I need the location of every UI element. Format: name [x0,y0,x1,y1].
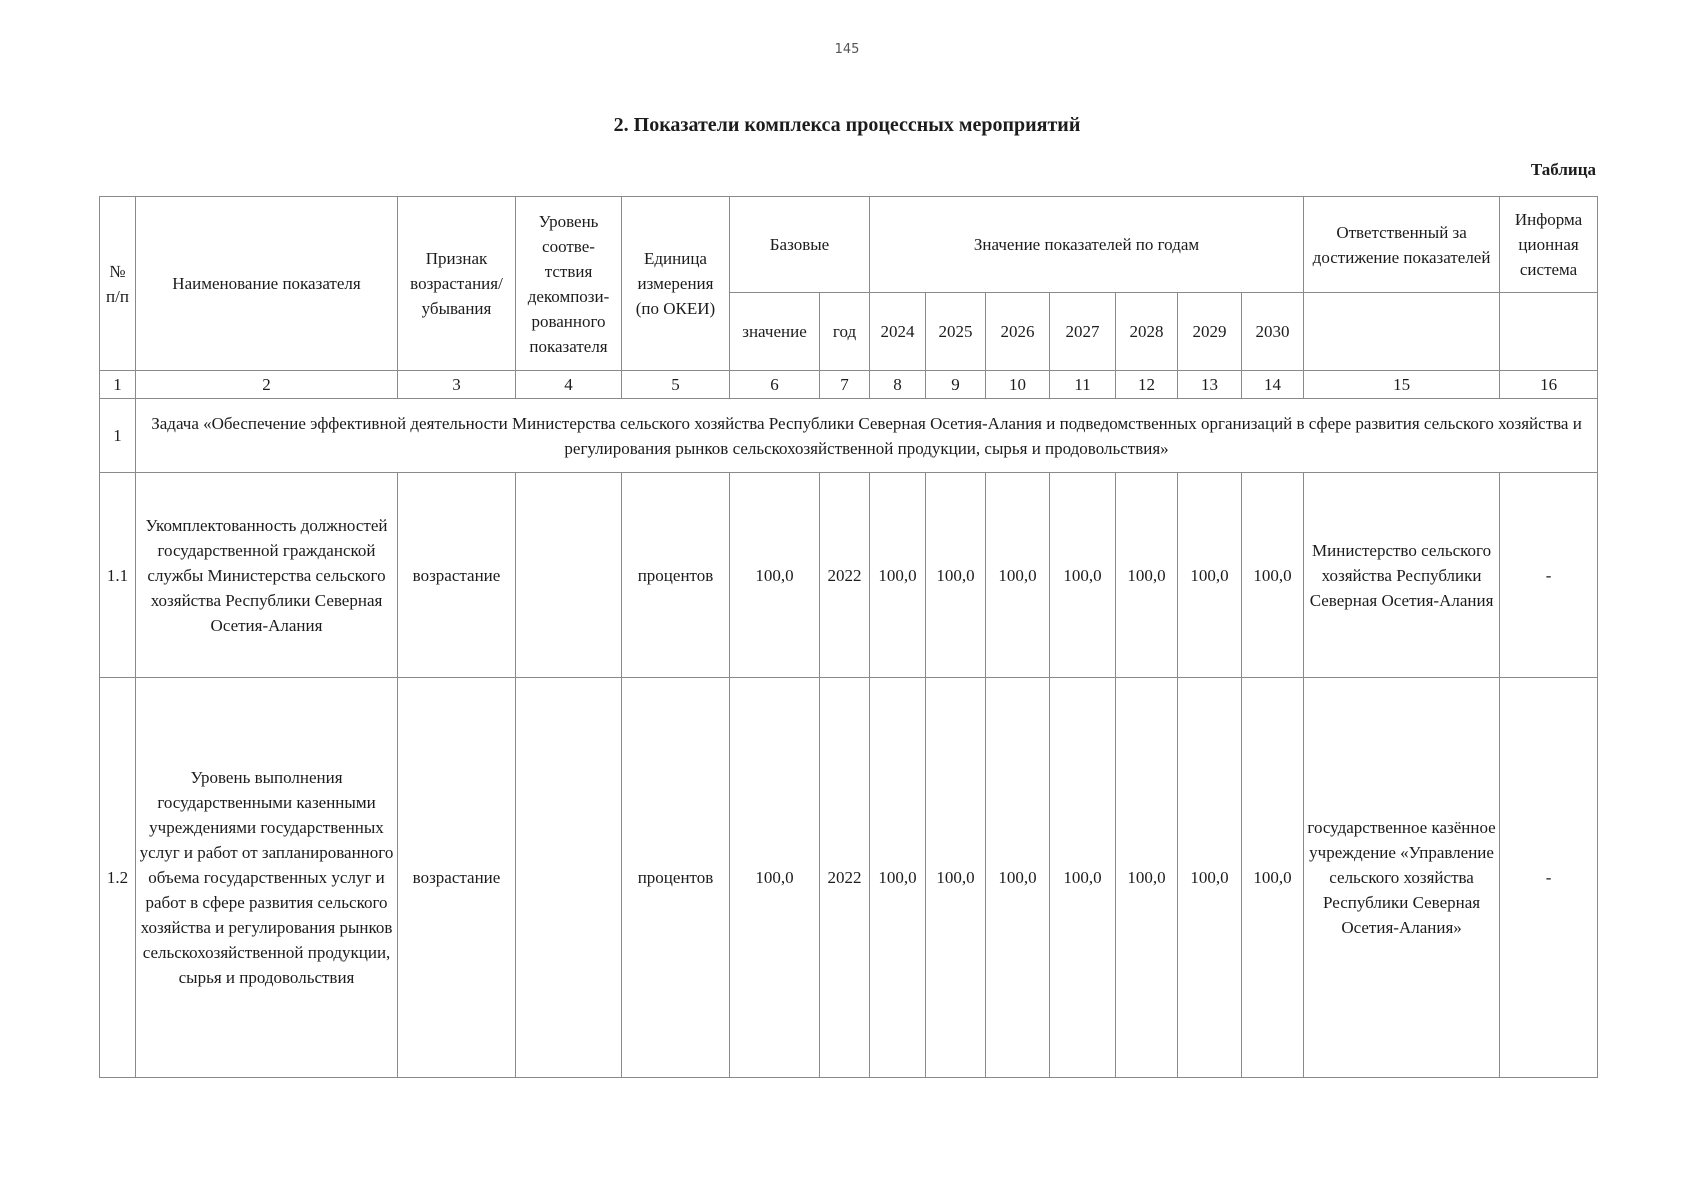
header-sign: Признак возрастания/ убывания [398,197,516,371]
column-number: 4 [516,371,622,399]
column-number: 8 [870,371,926,399]
year-value: 100,0 [870,473,926,678]
year-value: 100,0 [870,678,926,1078]
column-number: 9 [926,371,986,399]
header-years-group: Значение показателей по годам [870,197,1304,293]
column-number: 12 [1116,371,1178,399]
header-level: Уровень соотве-тствия декомпози-рованного показателя [516,197,622,371]
info-system: - [1500,678,1598,1078]
header-responsible: Ответственный за достижение показателей [1304,197,1500,293]
task-row [100,399,1598,473]
indicator-unit: процентов [622,678,730,1078]
header-base-year: год [820,293,870,371]
header-year: 2025 [926,293,986,371]
base-year: 2022 [820,678,870,1078]
header-year: 2027 [1050,293,1116,371]
indicators-table [99,196,1598,1078]
year-value: 100,0 [1116,678,1178,1078]
column-number: 7 [820,371,870,399]
task-text: Задача «Обеспечение эффективной деятельности Министерства сельского хозяйства Республики Северная Осетия-Алания и подведомственных организаций в сфере развития сельского хозяйства и регулирования рынков сельскохозяйственной продукции, сырья и продовольствия» [136,399,1598,473]
indicator-unit: процентов [622,473,730,678]
indicator-sign: возрастание [398,678,516,1078]
info-system: - [1500,473,1598,678]
document-title: 2. Показатели комплекса процессных мероприятий [613,114,1081,136]
column-number: 2 [136,371,398,399]
column-number: 10 [986,371,1050,399]
base-year: 2022 [820,473,870,678]
header-base-value: значение [730,293,820,371]
indicator-level [516,473,622,678]
column-number: 14 [1242,371,1304,399]
year-value: 100,0 [986,678,1050,1078]
year-value: 100,0 [926,678,986,1078]
year-value: 100,0 [1242,473,1304,678]
year-value: 100,0 [1050,678,1116,1078]
column-number: 16 [1500,371,1598,399]
header-year: 2028 [1116,293,1178,371]
responsible: государственное казённое учреждение «Управление сельского хозяйства Республики Северная Осетия-Алания» [1304,678,1500,1078]
header-year: 2024 [870,293,926,371]
indicator-name: Укомплектованность должностей государственной гражданской службы Министерства сельского хозяйства Республики Северная Осетия-Алания [136,473,398,678]
column-number: 11 [1050,371,1116,399]
column-number: 13 [1178,371,1242,399]
year-value: 100,0 [1242,678,1304,1078]
header-year: 2030 [1242,293,1304,371]
header-base: Базовые [730,197,870,293]
header-num: № п/п [100,197,136,371]
table-row [100,678,1598,1078]
year-value: 100,0 [1178,678,1242,1078]
column-number: 15 [1304,371,1500,399]
indicator-name: Уровень выполнения государственными казенными учреждениями государственных услуг и работ от запланированного объема государственных услуг и работ в сфере развития сельского хозяйства и регулирования рынков сельскохозяйственной продукции, сырья и продовольствия [136,678,398,1078]
column-numbers-row [100,371,1598,399]
base-value: 100,0 [730,678,820,1078]
year-value: 100,0 [1050,473,1116,678]
year-value: 100,0 [986,473,1050,678]
table-row [100,473,1598,678]
column-number: 6 [730,371,820,399]
task-num: 1 [100,399,136,473]
base-value: 100,0 [730,473,820,678]
column-number: 5 [622,371,730,399]
row-num: 1.2 [100,678,136,1078]
responsible: Министерство сельского хозяйства Республики Северная Осетия-Алания [1304,473,1500,678]
column-number: 3 [398,371,516,399]
indicator-level [516,678,622,1078]
table-label: Таблица [1530,160,1596,179]
header-unit: Единица измерения (по ОКЕИ) [622,197,730,371]
year-value: 100,0 [926,473,986,678]
header-year: 2029 [1178,293,1242,371]
header-info-system-empty [1500,293,1598,371]
page-number: 145 [834,42,860,57]
column-number: 1 [100,371,136,399]
header-year: 2026 [986,293,1050,371]
year-value: 100,0 [1178,473,1242,678]
header-name: Наименование показателя [136,197,398,371]
header-responsible-empty [1304,293,1500,371]
year-value: 100,0 [1116,473,1178,678]
header-row [100,197,1598,293]
header-info-system: Информа ционная система [1500,197,1598,293]
indicator-sign: возрастание [398,473,516,678]
row-num: 1.1 [100,473,136,678]
